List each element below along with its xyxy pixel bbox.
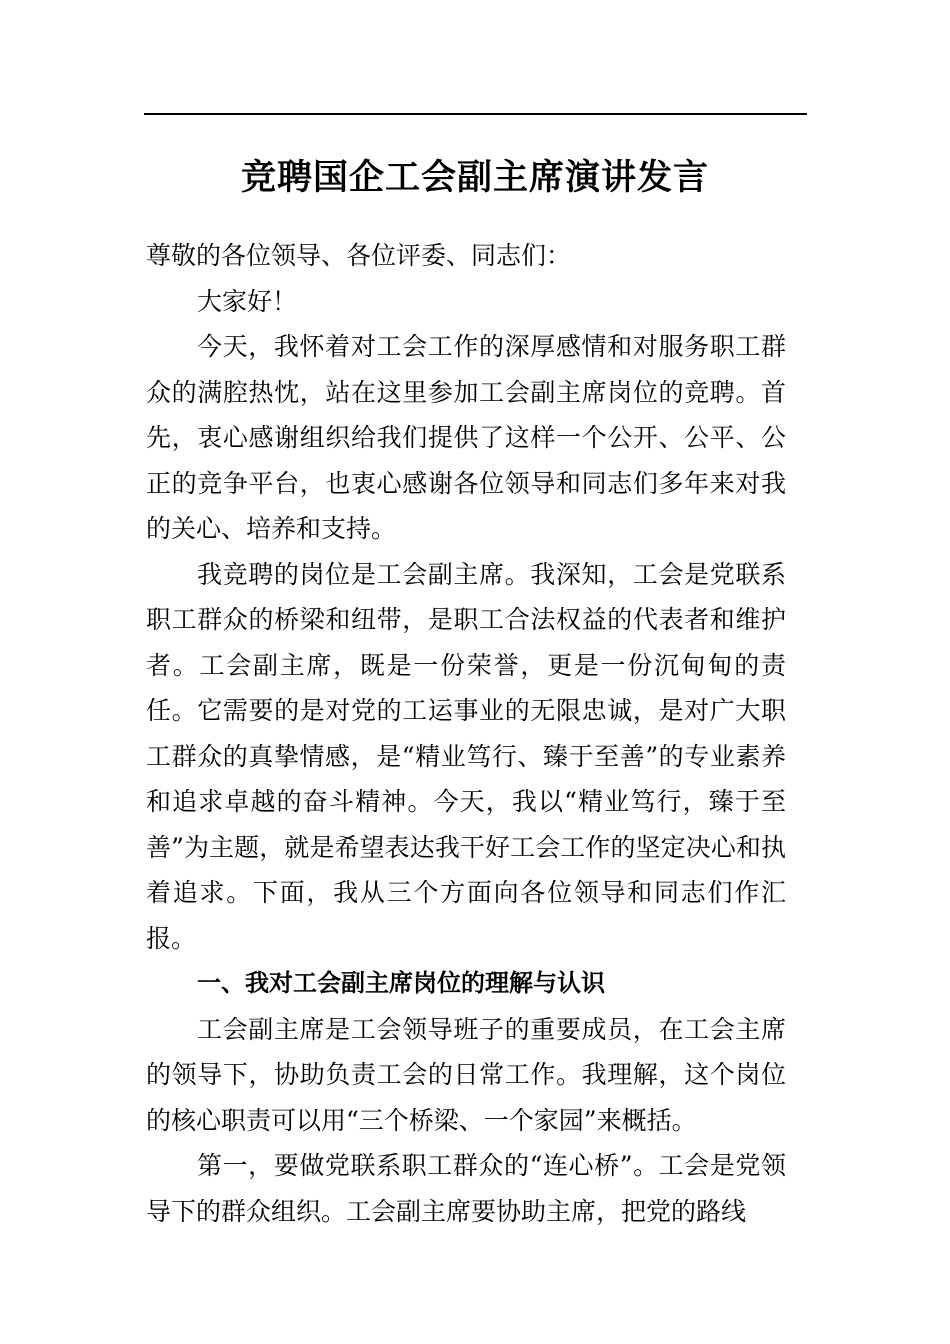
header-rule [144, 113, 807, 115]
salutation: 尊敬的各位领导、各位评委、同志们： [146, 241, 572, 270]
paragraph-intro: 今天，我怀着对工会工作的深厚感情和对服务职工群众的满腔热忱，站在这里参加工会副主席岗位的竞聘。首先，衷心感谢组织给我们提供了这样一个公开、公平、公正的竞争平台，也衷心感谢各位领导和同志们多年来对我的关心、培养和支持。 [146, 332, 786, 543]
greeting: 大家好！ [197, 286, 298, 316]
document-body [146, 233, 786, 1234]
document-title: 竞聘国企工会副主席演讲发言 [240, 157, 709, 198]
paragraph-position: 我竞聘的岗位是工会副主席。我深知，工会是党联系职工群众的桥梁和纽带，是职工合法权益的代表者和维护者。工会副主席，既是一份荣誉，更是一份沉甸甸的责任。它需要的是对党的工运事业的无限忠诚，是对广大职工群众的真挚情感，是“精业笃行、臻于至善”的专业素养和追求卓越的奋斗精神。今天，我以“精业笃行，臻于至善”为主题，就是希望表达我干好工会工作的坚定决心和执着追求。下面，我从三个方面向各位领导和同志们作汇报。 [146, 559, 786, 953]
paragraph-role: 工会副主席是工会领导班子的重要成员，在工会主席的领导下，协助负责工会的日常工作。我理解，这个岗位的核心职责可以用“三个桥梁、一个家园”来概括。 [146, 1014, 786, 1135]
paragraph-bridge: 第一，要做党联系职工群众的“连心桥”。工会是党领导下的群众组织。工会副主席要协助主席，把党的路线 [146, 1151, 786, 1226]
section-heading: 一、我对工会副主席岗位的理解与认识 [197, 969, 605, 997]
